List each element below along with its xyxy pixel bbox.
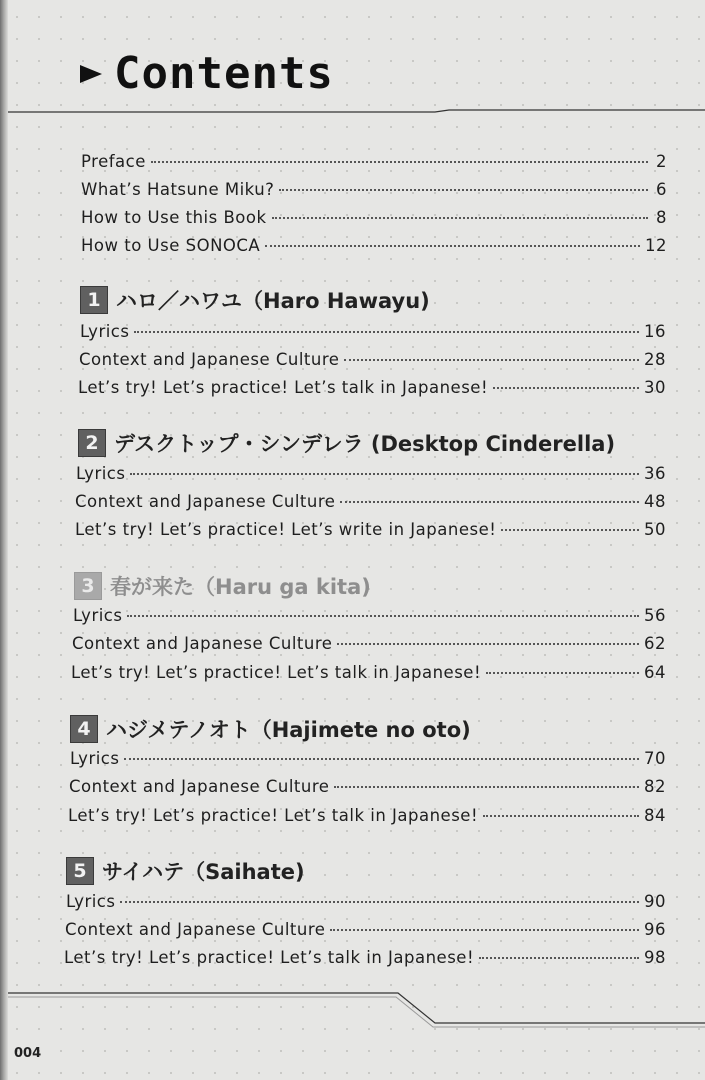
toc-page-number: 12	[645, 236, 667, 255]
play-arrow-icon	[78, 59, 108, 89]
contents-header	[78, 48, 334, 99]
chapter-number-badge: 2	[78, 429, 106, 457]
chapter-title: ハロ／ハワユ（Haro Hawayu)	[116, 289, 430, 313]
toc-entry-label: Lyrics	[70, 749, 120, 768]
toc-entry-label: Lyrics	[80, 322, 130, 341]
dot-leader	[265, 245, 640, 247]
toc-entry-label: Context and Japanese Culture	[72, 634, 333, 653]
toc-page-number: 96	[644, 920, 666, 939]
dot-leader	[493, 387, 639, 389]
toc-entry-label: What’s Hatsune Miku?	[81, 180, 275, 199]
dot-leader	[130, 473, 639, 475]
toc-entry-ch1-lyrics[interactable]	[80, 322, 666, 341]
toc-entry-label: Let’s try! Let’s practice! Let’s talk in Japanese!	[64, 948, 475, 967]
dot-leader	[479, 957, 639, 959]
toc-page-number: 6	[656, 180, 667, 199]
toc-entry-ch4-context[interactable]	[69, 777, 666, 796]
toc-entry-ch5-lyrics[interactable]	[66, 892, 666, 911]
dot-leader	[124, 758, 639, 760]
dot-leader	[337, 643, 639, 645]
toc-entry-ch5-context[interactable]	[65, 920, 666, 939]
toc-page-number: 2	[656, 152, 667, 171]
toc-entry-label: Lyrics	[76, 464, 126, 483]
chapter-heading-4[interactable]	[70, 714, 471, 744]
toc-entry-whats-hatsune-miku[interactable]	[81, 180, 667, 199]
dot-leader	[279, 189, 648, 191]
toc-page-number: 70	[644, 749, 666, 768]
dot-leader	[344, 359, 639, 361]
toc-entry-label: Let’s try! Let’s practice! Let’s talk in Japanese!	[71, 663, 482, 682]
toc-page-number: 98	[644, 948, 666, 967]
toc-entry-ch5-practice[interactable]	[64, 948, 666, 967]
toc-entry-ch2-lyrics[interactable]	[76, 464, 666, 483]
toc-entry-label: Context and Japanese Culture	[65, 920, 326, 939]
toc-entry-label: Let’s try! Let’s practice! Let’s talk in Japanese!	[68, 806, 479, 825]
chapter-heading-5[interactable]	[66, 856, 305, 886]
toc-page-number: 50	[644, 520, 666, 539]
toc-entry-label: Preface	[81, 152, 146, 171]
toc-entry-ch2-context[interactable]	[75, 492, 666, 511]
toc-page-number: 82	[644, 777, 666, 796]
chapter-number-badge: 3	[74, 572, 102, 600]
toc-entry-label: Context and Japanese Culture	[75, 492, 336, 511]
toc-entry-ch2-practice[interactable]	[75, 520, 666, 539]
chapter-number-badge: 4	[70, 715, 98, 743]
chapter-title: ハジメテノオト（Hajimete no oto)	[106, 718, 471, 742]
toc-page-number: 8	[656, 208, 667, 227]
toc-entry-preface[interactable]	[81, 152, 667, 171]
header-rule	[8, 110, 705, 112]
dot-leader	[127, 615, 639, 617]
dot-leader	[334, 786, 639, 788]
dot-leader	[330, 929, 639, 931]
chapter-heading-2[interactable]	[78, 428, 615, 458]
toc-entry-ch1-practice[interactable]	[78, 378, 666, 397]
toc-entry-how-to-use-sonoca[interactable]	[81, 236, 667, 255]
toc-page-number: 16	[644, 322, 666, 341]
toc-entry-ch3-lyrics[interactable]	[73, 606, 666, 625]
toc-entry-label: How to Use SONOCA	[81, 236, 261, 255]
toc-page-number: 62	[644, 634, 666, 653]
dot-leader	[483, 815, 639, 817]
toc-entry-label: Context and Japanese Culture	[69, 777, 330, 796]
toc-page-number: 28	[644, 350, 666, 369]
chapter-heading-1[interactable]	[80, 285, 430, 315]
toc-page-number: 56	[644, 606, 666, 625]
toc-entry-ch3-context[interactable]	[72, 634, 666, 653]
toc-page-number: 84	[644, 806, 666, 825]
toc-entry-label: Let’s try! Let’s practice! Let’s write in Japanese!	[75, 520, 497, 539]
chapter-heading-3[interactable]	[74, 571, 371, 601]
toc-page-number: 48	[644, 492, 666, 511]
dot-leader	[501, 529, 639, 531]
toc-entry-how-to-use-book[interactable]	[81, 208, 667, 227]
dot-leader	[151, 161, 648, 163]
page-title: Contents	[114, 48, 334, 99]
toc-entry-label: Let’s try! Let’s practice! Let’s talk in Japanese!	[78, 378, 489, 397]
toc-entry-ch1-context[interactable]	[79, 350, 666, 369]
toc-entry-label: How to Use this Book	[81, 208, 267, 227]
chapter-number-badge: 5	[66, 857, 94, 885]
dot-leader	[340, 501, 639, 503]
toc-page-number: 64	[644, 663, 666, 682]
dot-leader	[272, 217, 648, 219]
toc-entry-ch3-practice[interactable]	[71, 663, 666, 682]
toc-page-number: 30	[644, 378, 666, 397]
dot-leader	[486, 672, 639, 674]
chapter-title: 春が来た（Haru ga kita)	[110, 575, 371, 599]
toc-entry-label: Context and Japanese Culture	[79, 350, 340, 369]
dot-leader	[134, 331, 639, 333]
chapter-number-badge: 1	[80, 286, 108, 314]
page-number: 004	[14, 1046, 42, 1061]
toc-entry-label: Lyrics	[73, 606, 123, 625]
toc-entry-ch4-lyrics[interactable]	[70, 749, 666, 768]
toc-entry-label: Lyrics	[66, 892, 116, 911]
chapter-title: サイハテ（Saihate)	[102, 860, 305, 884]
chapter-title: デスクトップ・シンデレラ (Desktop Cinderella)	[114, 432, 616, 456]
toc-page-number: 36	[644, 464, 666, 483]
dot-leader	[120, 901, 639, 903]
toc-entry-ch4-practice[interactable]	[68, 806, 666, 825]
toc-page-number: 90	[644, 892, 666, 911]
